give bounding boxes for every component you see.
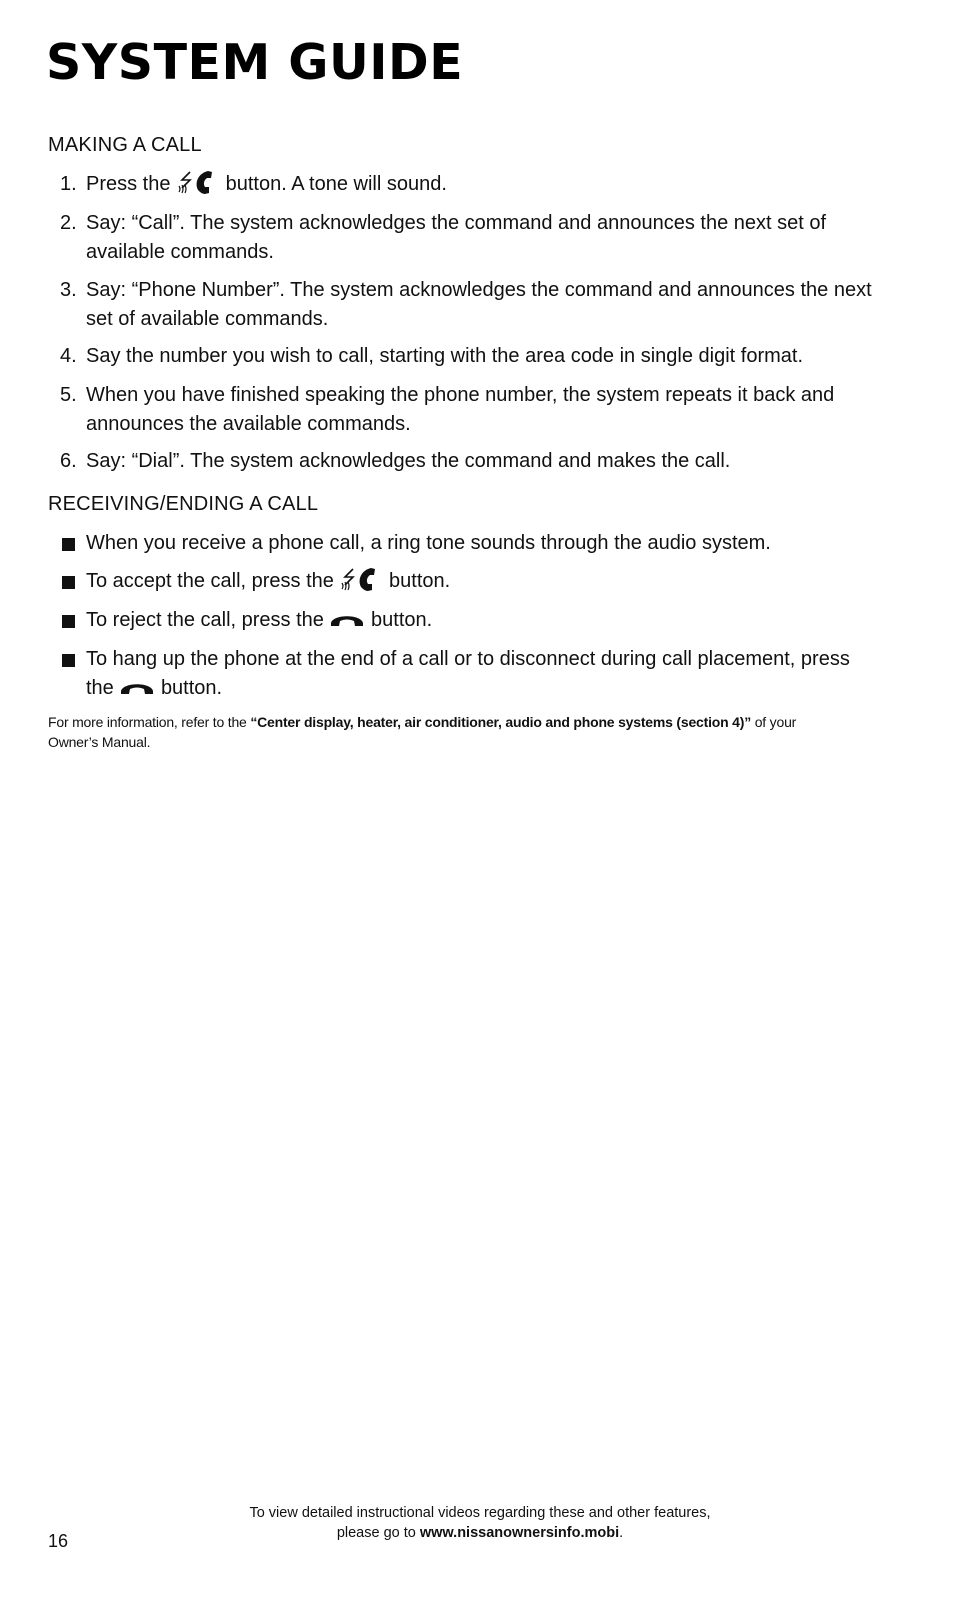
footer-link[interactable]: www.nissanownersinfo.mobi <box>419 1525 620 1541</box>
bullet-text: button. <box>389 570 451 592</box>
step-text: Say the number you wish to call, starting with the area code in single digit format. <box>86 345 804 367</box>
talk-phone-icon <box>339 567 383 593</box>
step-number: 3. <box>60 279 77 301</box>
bullet-text: To hang up the phone at the end of a call or to disconnect during call placement, press <box>86 648 850 670</box>
note-text: of your <box>751 714 797 730</box>
bullet-square <box>62 615 75 628</box>
bullet-text: To accept the call, press the <box>86 570 334 592</box>
talk-phone-icon <box>176 170 220 196</box>
bullet-text: the <box>86 677 114 699</box>
step-number: 4. <box>60 345 77 367</box>
bullet-square <box>62 538 75 551</box>
step-number: 1. <box>60 173 77 195</box>
footer-text: To view detailed instructional videos regarding these and other features, <box>249 1505 711 1521</box>
bullet-text: button. <box>371 609 433 631</box>
note-text: For more information, refer to the <box>48 714 251 730</box>
footer-text: please go to <box>336 1525 420 1541</box>
step-text: Say: “Phone Number”. The system acknowledges the command and announces the next <box>86 279 872 301</box>
bullet-text: To reject the call, press the <box>86 609 324 631</box>
step-text: When you have finished speaking the phone number, the system repeats it back and <box>86 384 835 406</box>
step-text: button. A tone will sound. <box>225 173 447 195</box>
page-title: SYSTEM GUIDE <box>46 34 464 91</box>
hang-up-icon <box>119 679 155 695</box>
step-text: available commands. <box>86 241 274 263</box>
bullet-square <box>62 654 75 667</box>
making-call-heading: MAKING A CALL <box>48 134 202 156</box>
note-reference: “Center display, heater, air conditioner, audio and phone systems (section 4)” <box>250 714 752 730</box>
bullet-square <box>62 576 75 589</box>
page-footer <box>200 1503 760 1543</box>
step-number: 2. <box>60 212 77 234</box>
bullet-text: button. <box>160 677 223 699</box>
note-text: Owner’s Manual. <box>48 734 151 750</box>
step-text: Say: “Call”. The system acknowledges the command and announces the next set of <box>86 212 827 234</box>
step-text: Say: “Dial”. The system acknowledges the command and makes the call. <box>86 450 731 472</box>
page-number: 16 <box>48 1531 69 1551</box>
step-text: set of available commands. <box>86 308 329 330</box>
receiving-call-heading: RECEIVING/ENDING A CALL <box>48 493 319 515</box>
step-number: 6. <box>60 450 77 472</box>
step-text: Press the <box>86 173 171 195</box>
hang-up-icon <box>329 611 365 627</box>
step-text: announces the available commands. <box>86 413 411 435</box>
footer-text: . <box>619 1525 624 1541</box>
bullet-text: When you receive a phone call, a ring tone sounds through the audio system. <box>86 532 771 554</box>
reference-note <box>48 712 908 752</box>
step-number: 5. <box>60 384 77 406</box>
